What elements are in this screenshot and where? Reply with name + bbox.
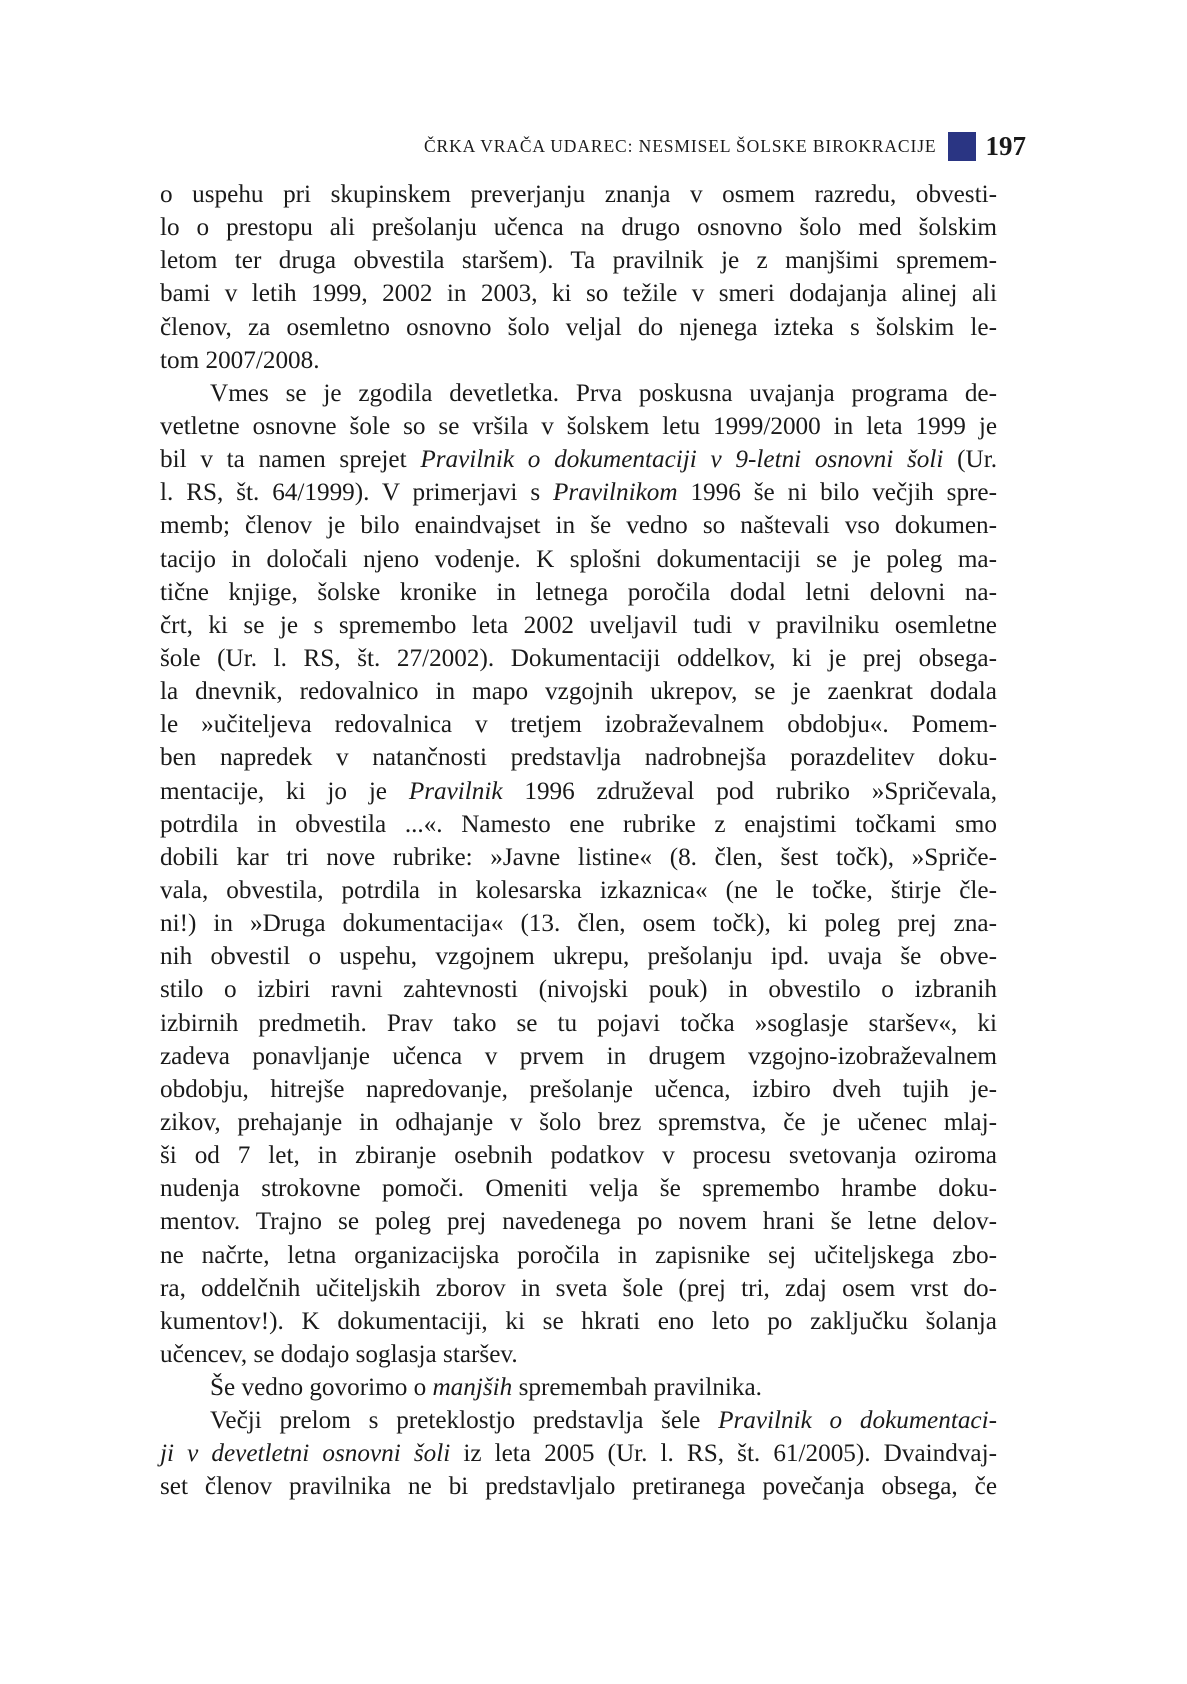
line-text: set členov pravilnika ne bi predstavljalo pretiranega povečanja obsega, če bbox=[160, 1473, 997, 1501]
italic-text: Pravilnik o dokumentaciji v 9-letni osnovni šoli bbox=[420, 446, 944, 474]
line-text: potrdila in obvestila ...«. Namesto ene rubrike z enajstimi točkami smo bbox=[160, 810, 997, 838]
line-text: bami v letih 1999, 2002 in 2003, ki so težile v smeri dodajanja alinej ali bbox=[160, 280, 997, 308]
text-line bbox=[160, 1272, 997, 1305]
text-line bbox=[160, 973, 997, 1006]
line-text: bil v ta namen sprejet bbox=[160, 446, 421, 474]
line-text: ni!) in »Druga dokumentacija« (13. člen, osem točk), ki poleg prej zna- bbox=[160, 910, 997, 938]
line-text: ben napredek v natančnosti predstavlja nadrobnejša porazdelitev doku- bbox=[160, 744, 997, 772]
text-line bbox=[160, 1404, 997, 1437]
running-title: ČRKA VRAČA UDAREC: NESMISEL ŠOLSKE BIROKRACIJE bbox=[423, 135, 937, 156]
running-head bbox=[160, 126, 1026, 166]
line-text: tacijo in določali njeno vodenje. K splošni dokumentaciji se je poleg ma- bbox=[160, 545, 997, 573]
text-line bbox=[160, 1007, 997, 1040]
line-text: vetletne osnovne šole so se vršila v šolskem letu 1999/2000 in leta 1999 je bbox=[160, 412, 997, 440]
text-line bbox=[160, 1172, 997, 1205]
text-line bbox=[160, 808, 997, 841]
line-text: stilo o izbiri ravni zahtevnosti (nivojski pouk) in obvestilo o izbranih bbox=[160, 976, 997, 1004]
text-line bbox=[160, 675, 997, 708]
line-text: 1996 še ni bilo večjih spre- bbox=[677, 479, 997, 507]
text-line bbox=[160, 509, 997, 542]
text-line bbox=[160, 543, 997, 576]
line-text: memb; členov je bilo enaindvajset in še vedno so naštevali vso dokumen- bbox=[160, 512, 997, 540]
text-line bbox=[160, 1239, 997, 1272]
line-text: 1996 združeval pod rubriko »Spričevala, bbox=[502, 777, 997, 805]
line-text: Vmes se je zgodila devetletka. Prva poskusna uvajanja programa de- bbox=[210, 379, 997, 407]
section-marker bbox=[948, 132, 976, 161]
page-number: 197 bbox=[985, 130, 1026, 161]
text-line bbox=[160, 1139, 997, 1172]
italic-text: ji v devetletni osnovni šoli bbox=[160, 1440, 451, 1468]
text-line bbox=[160, 1371, 997, 1404]
text-line bbox=[160, 609, 997, 642]
line-text: la dnevnik, redovalnico in mapo vzgojnih ukrepov, se je zaenkrat dodala bbox=[160, 678, 997, 706]
italic-text: Pravilnikom bbox=[553, 479, 678, 507]
line-text: učencev, se dodajo soglasja staršev. bbox=[160, 1340, 518, 1368]
line-text: Večji prelom s preteklostjo predstavlja šele bbox=[210, 1407, 719, 1435]
text-line bbox=[160, 874, 997, 907]
line-text: členov, za osemletno osnovno šolo veljal do njenega izteka s šolskim le- bbox=[160, 313, 997, 341]
italic-text: Pravilnik bbox=[408, 777, 503, 805]
line-text: lo o prestopu ali prešolanju učenca na drugo osnovno šolo med šolskim bbox=[160, 214, 997, 242]
text-line bbox=[160, 1305, 997, 1338]
line-text: zikov, prehajanje in odhajanje v šolo brez spremstva, če je učenec mlaj- bbox=[160, 1108, 997, 1136]
text-line bbox=[160, 1437, 997, 1470]
line-text: (Ur. bbox=[943, 446, 997, 474]
text-line bbox=[160, 377, 997, 410]
text-line bbox=[160, 1338, 997, 1371]
text-line bbox=[160, 1470, 997, 1503]
line-text: dobili kar tri nove rubrike: »Javne listine« (8. člen, šest točk), »Spriče- bbox=[160, 843, 997, 871]
text-line bbox=[160, 476, 997, 509]
line-text: Še vedno govorimo o bbox=[210, 1374, 433, 1402]
text-line bbox=[160, 1106, 997, 1139]
text-line bbox=[160, 642, 997, 675]
line-text: o uspehu pri skupinskem preverjanju znanja v osmem razredu, obvesti- bbox=[160, 181, 997, 208]
text-line bbox=[160, 311, 997, 344]
line-text: mentov. Trajno se poleg prej navedenega po novem hrani še letne delov- bbox=[160, 1208, 997, 1236]
line-text: ne načrte, letna organizacijska poročila in zapisnike sej učiteljskega zbo- bbox=[160, 1241, 997, 1269]
text-line bbox=[160, 741, 997, 774]
text-line bbox=[160, 940, 997, 973]
line-text: vala, obvestila, potrdila in kolesarska izkaznica« (ne le točke, štirje čle- bbox=[160, 876, 997, 904]
text-line bbox=[160, 443, 997, 476]
line-text: tom 2007/2008. bbox=[160, 346, 320, 374]
line-text: črt, ki se je s spremembo leta 2002 uveljavil tudi v pravilniku osemletne bbox=[160, 611, 997, 639]
text-line bbox=[160, 244, 997, 277]
line-text: zadeva ponavljanje učenca v prvem in drugem vzgojno-izobraževalnem bbox=[160, 1042, 997, 1070]
line-text: iz leta 2005 (Ur. l. RS, št. 61/2005). Dvaindvaj- bbox=[450, 1440, 997, 1468]
line-text: spremembah pravilnika. bbox=[512, 1374, 762, 1402]
line-text: izbirnih predmetih. Prav tako se tu pojavi točka »soglasje staršev«, ki bbox=[160, 1009, 997, 1037]
line-text: l. RS, št. 64/1999). V primerjavi s bbox=[160, 479, 554, 507]
text-line bbox=[160, 775, 997, 808]
line-text: letom ter druga obvestila staršem). Ta pravilnik je z manjšimi spremem- bbox=[160, 247, 997, 275]
line-text: nih obvestil o uspehu, vzgojnem ukrepu, prešolanju ipd. uvaja še obve- bbox=[160, 943, 997, 971]
line-text: ra, oddelčnih učiteljskih zborov in sveta šole (prej tri, zdaj osem vrst do- bbox=[160, 1274, 997, 1302]
line-text: mentacije, ki jo je bbox=[160, 777, 409, 805]
text-line bbox=[160, 1205, 997, 1238]
text-line bbox=[160, 344, 997, 377]
text-line bbox=[160, 410, 997, 443]
text-line bbox=[160, 277, 997, 310]
text-line bbox=[160, 576, 997, 609]
text-line bbox=[160, 708, 997, 741]
line-text: le »učiteljeva redovalnica v tretjem izobraževalnem obdobju«. Pomem- bbox=[160, 711, 997, 739]
line-text: šole (Ur. l. RS, št. 27/2002). Dokumentaciji oddelkov, ki je prej obsega- bbox=[160, 644, 997, 672]
text-line bbox=[160, 178, 997, 211]
line-text: nudenja strokovne pomoči. Omeniti velja še spremembo hrambe doku- bbox=[160, 1175, 997, 1203]
text-line bbox=[160, 1073, 997, 1106]
text-line bbox=[160, 907, 997, 940]
line-text: tične knjige, šolske kronike in letnega poročila dodal letni delovni na- bbox=[160, 578, 997, 606]
text-line bbox=[160, 841, 997, 874]
line-text: kumentov!). K dokumentaciji, ki se hkrati eno leto po zaključku šolanja bbox=[160, 1307, 997, 1335]
text-line bbox=[160, 1040, 997, 1073]
line-text: ši od 7 let, in zbiranje osebnih podatkov v procesu svetovanja oziroma bbox=[160, 1142, 997, 1170]
text-line bbox=[160, 211, 997, 244]
italic-text: Pravilnik o dokumentaci- bbox=[718, 1407, 997, 1435]
body-text bbox=[160, 178, 997, 1504]
line-text: obdobju, hitrejše napredovanje, prešolanje učenca, izbiro dveh tujih je- bbox=[160, 1075, 997, 1103]
italic-text: manjših bbox=[432, 1374, 513, 1402]
